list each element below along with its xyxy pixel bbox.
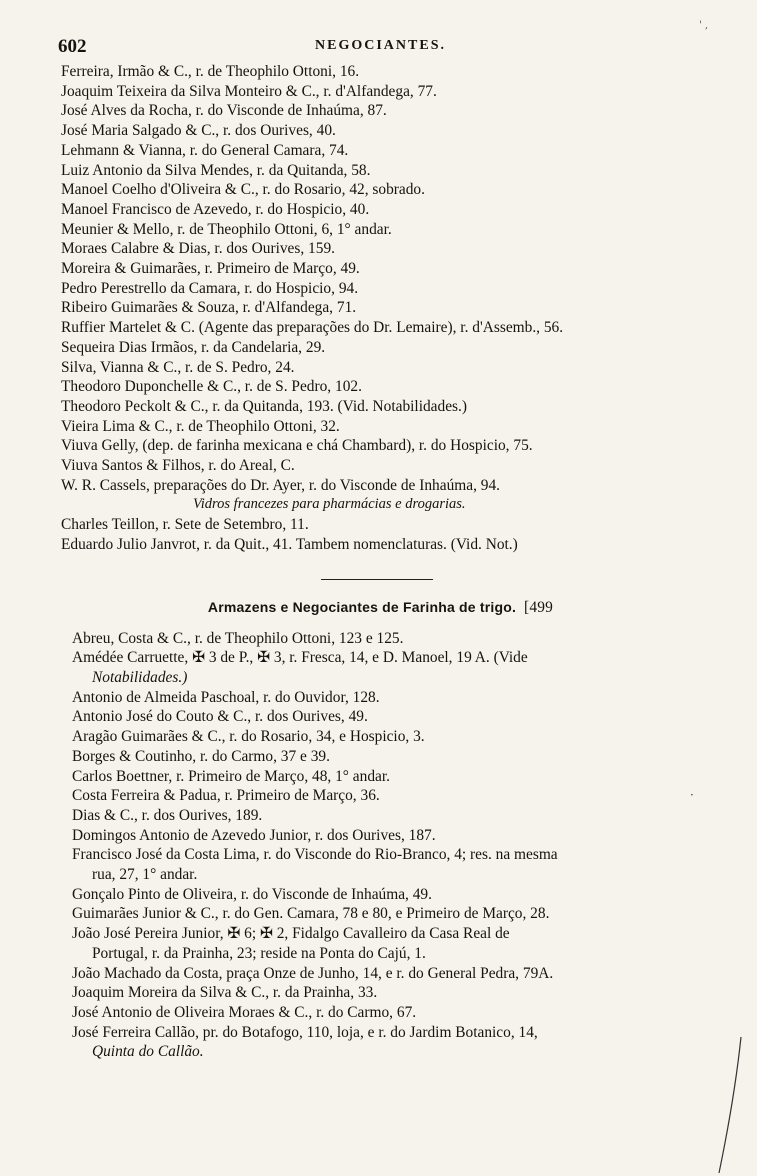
- page-number: 602: [58, 36, 87, 57]
- subheading-vidros: Vidros francezes para pharmácias e drogarias.: [193, 496, 466, 513]
- list-item: Carlos Boettner, r. Primeiro de Março, 48, 1° andar.: [72, 767, 390, 785]
- list-item: Pedro Perestrello da Camara, r. do Hospicio, 94.: [61, 279, 359, 297]
- list-item: Abreu, Costa & C., r. de Theophilo Ottoni, 123 e 125.: [72, 629, 404, 647]
- section-title-farinha: [58, 599, 703, 621]
- list-item: Eduardo Julio Janvrot, r. da Quit., 41. Tambem nomenclaturas. (Vid. Not.): [61, 535, 518, 553]
- list-item: Ruffier Martelet & C. (Agente das preparações do Dr. Lemaire), r. d'Assemb., 56.: [61, 319, 564, 337]
- list-item: Joaquim Teixeira da Silva Monteiro & C., r. d'Alfandega, 77.: [61, 82, 437, 100]
- list-item: Amédée Carruette, ✠ 3 de P., ✠ 3, r. Fresca, 14, e D. Manoel, 19 A. (Vide: [72, 649, 528, 667]
- section-negociantes: [58, 62, 703, 495]
- list-item-continuation: rua, 27, 1° andar.: [92, 866, 198, 884]
- list-item: Antonio de Almeida Paschoal, r. do Ouvidor, 128.: [72, 688, 380, 706]
- list-item: Moreira & Guimarães, r. Primeiro de Março, 49.: [61, 260, 360, 278]
- list-item: Gonçalo Pinto de Oliveira, r. do Visconde de Inhaúma, 49.: [72, 885, 432, 903]
- list-item: Dias & C., r. dos Ourives, 189.: [72, 806, 263, 824]
- list-item: Francisco José da Costa Lima, r. do Visconde do Rio-Branco, 4; res. na mesma: [72, 846, 558, 864]
- list-item: Viuva Santos & Filhos, r. do Areal, C.: [61, 457, 295, 475]
- list-item-continuation: Quinta do Callão.: [92, 1043, 204, 1061]
- list-item: Joaquim Moreira da Silva & C., r. da Prainha, 33.: [72, 984, 378, 1002]
- list-item: Moraes Calabre & Dias, r. dos Ourives, 159.: [61, 240, 335, 258]
- section-ref-number: [499: [524, 598, 554, 616]
- list-item: Meunier & Mello, r. de Theophilo Ottoni, 6, 1° andar.: [61, 220, 392, 238]
- list-item: Charles Teillon, r. Sete de Setembro, 11.: [61, 516, 309, 534]
- list-item: Silva, Vianna & C., r. de S. Pedro, 24.: [61, 358, 295, 376]
- list-item: Ferreira, Irmão & C., r. de Theophilo Ottoni, 16.: [61, 63, 360, 80]
- list-item: José Alves da Rocha, r. do Visconde de Inhaúma, 87.: [61, 102, 387, 120]
- list-item: João Machado da Costa, praça Onze de Junho, 14, e r. do General Pedra, 79A.: [72, 964, 554, 982]
- pencil-stroke: [713, 1035, 745, 1175]
- section-farinha-entries: [58, 629, 703, 1062]
- list-item-continuation: Portugal, r. da Prainha, 23; reside na Ponta do Cajú, 1.: [92, 944, 426, 962]
- list-item: Antonio José do Couto & C., r. dos Ourives, 49.: [72, 708, 368, 726]
- list-item: Ribeiro Guimarães & Souza, r. d'Alfandega, 71.: [61, 299, 357, 317]
- list-item: Domingos Antonio de Azevedo Junior, r. dos Ourives, 187.: [72, 826, 436, 844]
- section-vidros-entries: [58, 515, 703, 554]
- section-divider: [321, 579, 433, 580]
- section-title-text: Armazens e Negociantes de Farinha de trigo.: [207, 598, 517, 615]
- list-item: W. R. Cassels, preparações do Dr. Ayer, r. do Visconde de Inhaúma, 94.: [61, 476, 501, 494]
- page: [58, 36, 703, 1062]
- list-item: Vieira Lima & C., r. de Theophilo Ottoni, 32.: [61, 417, 340, 435]
- margin-mark: ' ,: [699, 20, 709, 31]
- list-item: José Ferreira Callão, pr. do Botafogo, 110, loja, e r. do Jardim Botanico, 14,: [72, 1023, 538, 1041]
- margin-tick: ·: [690, 788, 694, 802]
- running-head: [58, 36, 703, 60]
- list-item: Luiz Antonio da Silva Mendes, r. da Quitanda, 58.: [61, 161, 371, 179]
- list-item: José Antonio de Oliveira Moraes & C., r. do Carmo, 67.: [72, 1003, 417, 1021]
- list-item: Manoel Coelho d'Oliveira & C., r. do Rosario, 42, sobrado.: [61, 181, 425, 199]
- list-item: Manoel Francisco de Azevedo, r. do Hospicio, 40.: [61, 200, 370, 218]
- list-item: João José Pereira Junior, ✠ 6; ✠ 2, Fidalgo Cavalleiro da Casa Real de: [72, 925, 510, 943]
- list-item: Theodoro Peckolt & C., r. da Quitanda, 193. (Vid. Notabilidades.): [61, 397, 467, 415]
- list-item: Theodoro Duponchelle & C., r. de S. Pedro, 102.: [61, 378, 362, 396]
- list-item: Borges & Coutinho, r. do Carmo, 37 e 39.: [72, 747, 330, 765]
- list-item: José Maria Salgado & C., r. dos Ourives, 40.: [61, 122, 336, 140]
- list-item: Viuva Gelly, (dep. de farinha mexicana e chá Chambard), r. do Hospicio, 75.: [61, 437, 533, 455]
- list-item: Lehmann & Vianna, r. do General Camara, 74.: [61, 141, 349, 159]
- list-item: Sequeira Dias Irmãos, r. da Candelaria, 29.: [61, 338, 326, 356]
- header-title: NEGOCIANTES.: [315, 38, 446, 53]
- list-item-continuation: Notabilidades.): [92, 668, 188, 686]
- list-item: Costa Ferreira & Padua, r. Primeiro de Março, 36.: [72, 787, 380, 805]
- list-item: Aragão Guimarães & C., r. do Rosario, 34, e Hospicio, 3.: [72, 728, 425, 746]
- list-item: Guimarães Junior & C., r. do Gen. Camara, 78 e 80, e Primeiro de Março, 28.: [72, 905, 550, 923]
